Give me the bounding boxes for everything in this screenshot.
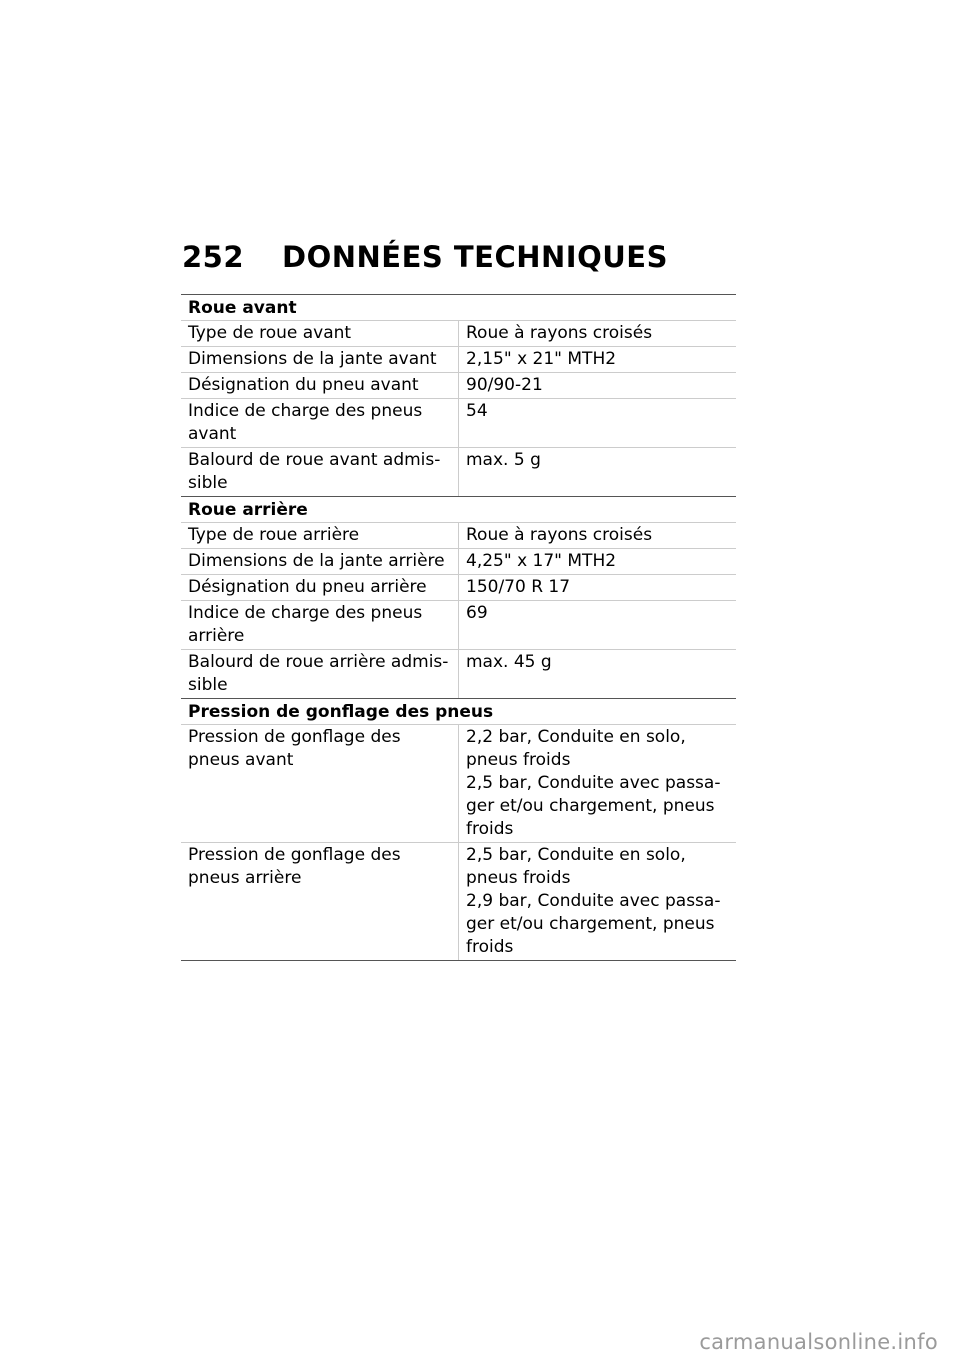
spec-value-text: 2,15" x 21" MTH2 — [466, 349, 617, 369]
table-row — [181, 601, 736, 650]
spec-value — [459, 448, 736, 496]
table-row — [181, 448, 736, 497]
spec-value-text: 2,9 bar, Conduite avec passager et/ou chargement, pneus froids — [466, 891, 721, 957]
spec-value — [459, 321, 736, 346]
spec-value-text: 69 — [466, 603, 488, 623]
spec-label: Indice de charge des pneus arrière — [181, 601, 459, 649]
table-row — [181, 523, 736, 549]
spec-value — [459, 399, 736, 447]
table-row — [181, 347, 736, 373]
spec-table — [181, 294, 736, 961]
spec-value — [459, 725, 736, 842]
spec-value — [459, 575, 736, 600]
table-row — [181, 373, 736, 399]
spec-value-text: 90/90-21 — [466, 375, 543, 395]
spec-value-text: max. 5 g — [466, 450, 541, 470]
spec-value-text: 150/70 R 17 — [466, 577, 571, 597]
spec-value-text: 54 — [466, 401, 488, 421]
spec-value-text: 4,25" x 17" MTH2 — [466, 551, 617, 571]
page-title: DONNÉES TECHNIQUES — [282, 240, 668, 274]
table-row — [181, 843, 736, 961]
spec-value — [459, 373, 736, 398]
spec-value — [459, 650, 736, 698]
spec-label: Balourd de roue arrière admissible — [181, 650, 459, 698]
table-row — [181, 321, 736, 347]
spec-value-text: Roue à rayons croisés — [466, 525, 653, 545]
spec-value — [459, 347, 736, 372]
spec-value — [459, 523, 736, 548]
page-number: 252 — [182, 240, 245, 274]
section-heading-front-wheel: Roue avant — [181, 295, 736, 321]
spec-label: Pression de gonflage des pneus arrière — [181, 843, 459, 960]
spec-label: Type de roue avant — [181, 321, 459, 346]
section-heading-tire-pressure: Pression de gonflage des pneus — [181, 699, 736, 725]
watermark: carmanualsonline.info — [699, 1330, 938, 1354]
spec-value-text: 2,2 bar, Conduite en solo, pneus froids — [466, 727, 686, 770]
spec-label: Pression de gonflage des pneus avant — [181, 725, 459, 842]
spec-label: Indice de charge des pneus avant — [181, 399, 459, 447]
spec-value — [459, 843, 736, 960]
spec-value-text: 2,5 bar, Conduite avec passager et/ou chargement, pneus froids — [466, 773, 721, 839]
table-row — [181, 575, 736, 601]
table-row — [181, 549, 736, 575]
section-heading-rear-wheel: Roue arrière — [181, 497, 736, 523]
spec-value — [459, 601, 736, 649]
table-row — [181, 650, 736, 699]
spec-label: Désignation du pneu avant — [181, 373, 459, 398]
spec-label: Type de roue arrière — [181, 523, 459, 548]
spec-label: Désignation du pneu arrière — [181, 575, 459, 600]
table-row — [181, 725, 736, 843]
spec-value-text: Roue à rayons croisés — [466, 323, 653, 343]
table-row — [181, 399, 736, 448]
spec-value-text: 2,5 bar, Conduite en solo, pneus froids — [466, 845, 686, 888]
spec-value-text: max. 45 g — [466, 652, 552, 672]
spec-label: Balourd de roue avant admissible — [181, 448, 459, 496]
spec-label: Dimensions de la jante arrière — [181, 549, 459, 574]
page-header — [182, 240, 668, 274]
spec-value — [459, 549, 736, 574]
spec-label: Dimensions de la jante avant — [181, 347, 459, 372]
